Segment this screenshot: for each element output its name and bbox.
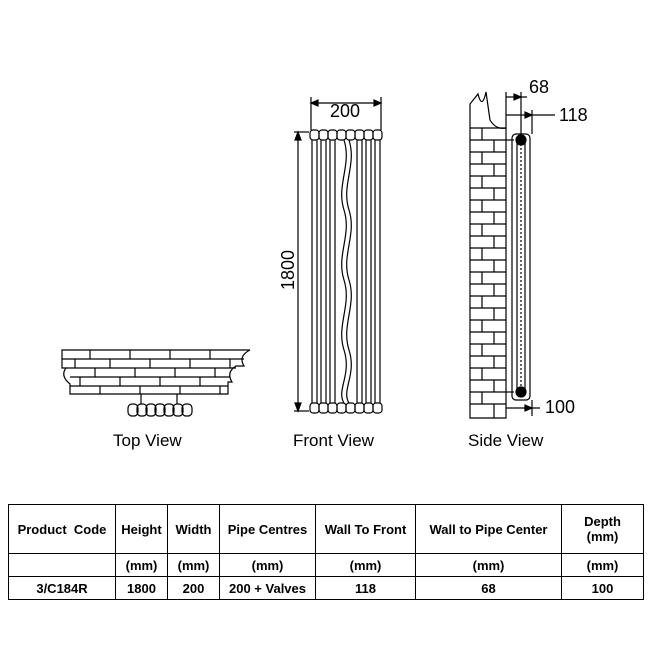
top-view-label: Top View	[113, 431, 182, 450]
unit-wall-to-pipe-center: (mm)	[416, 554, 562, 577]
side-depth-dimension: 100	[545, 397, 576, 417]
side-view	[470, 92, 555, 418]
front-view-break-line	[342, 140, 347, 403]
front-view-label: Front View	[293, 431, 374, 450]
spec-table-units-row	[9, 554, 644, 577]
spec-table-data-row	[9, 577, 644, 600]
cell-pipe-centres: 200 + Valves	[220, 577, 316, 600]
top-view-sections	[128, 404, 192, 416]
front-height-dimension: 1800	[278, 249, 298, 290]
side-view-label: Side View	[468, 431, 544, 450]
spec-table	[8, 504, 644, 600]
spec-table-header-row	[9, 505, 644, 554]
header-wall-to-front: Wall To Front	[316, 505, 416, 554]
header-depth-label: Depth	[584, 514, 621, 529]
cell-height: 1800	[116, 577, 168, 600]
header-product-code: Product Code	[9, 505, 116, 554]
top-view	[62, 350, 250, 416]
unit-pipe-centres: (mm)	[220, 554, 316, 577]
cell-width: 200	[168, 577, 220, 600]
header-depth-unit: (mm)	[586, 529, 619, 544]
header-depth	[562, 505, 644, 554]
front-view	[294, 97, 382, 413]
unit-width: (mm)	[168, 554, 220, 577]
unit-wall-to-front: (mm)	[316, 554, 416, 577]
unit-product-code	[9, 554, 116, 577]
side-view-brick-joints	[482, 128, 494, 418]
header-wall-to-pipe-center: Wall to Pipe Center	[416, 505, 562, 554]
top-view-brick-joints	[75, 350, 230, 394]
cell-product-code: 3/C184R	[9, 577, 116, 600]
front-width-dimension: 200	[330, 101, 361, 121]
header-height: Height	[116, 505, 168, 554]
front-view-top-caps	[310, 130, 382, 140]
side-view-brick-rows	[470, 128, 506, 404]
header-width: Width	[168, 505, 220, 554]
unit-depth: (mm)	[562, 554, 644, 577]
header-pipe-centres: Pipe Centres	[220, 505, 316, 554]
unit-height: (mm)	[116, 554, 168, 577]
cell-wall-to-pipe-center: 68	[416, 577, 562, 600]
side-wall-to-pipe-dimension: 68	[529, 77, 550, 97]
side-wall-to-front-dimension: 118	[559, 105, 588, 125]
front-view-bottom-caps	[310, 403, 382, 413]
side-view-wall	[470, 92, 506, 418]
cell-wall-to-front: 118	[316, 577, 416, 600]
cell-depth: 100	[562, 577, 644, 600]
